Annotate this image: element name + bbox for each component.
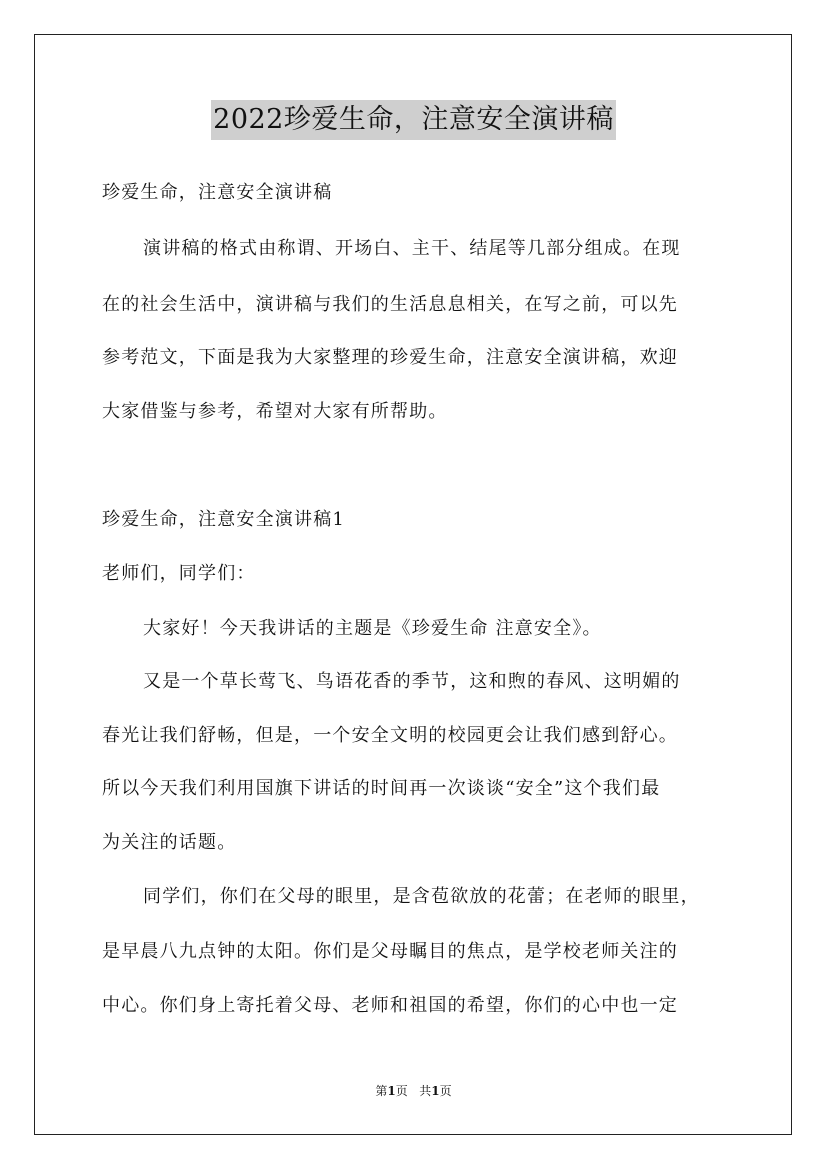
- intro-line-4: 大家借鉴与参考，希望对大家有所帮助。: [102, 401, 448, 422]
- body-line-7: 是早晨八九点钟的太阳。你们是父母瞩目的焦点，是学校老师关注的: [102, 941, 678, 962]
- section-heading: 珍爱生命，注意安全演讲稿1: [102, 509, 346, 530]
- footer-page-prefix: 第: [375, 1084, 388, 1098]
- body-line-6: 同学们，你们在父母的眼里，是含苞欲放的花蕾；在老师的眼里，: [143, 886, 700, 907]
- body-line-2: 又是一个草长莺飞、鸟语花香的季节，这和煦的春风、这明媚的: [143, 671, 681, 692]
- footer-page-number: 1: [387, 1084, 396, 1098]
- body-line-4: 所以今天我们利用国旗下讲话的时间再一次谈谈“安全”这个我们最: [102, 778, 661, 799]
- body-line-8: 中心。你们身上寄托着父母、老师和祖国的希望，你们的心中也一定: [102, 995, 678, 1016]
- intro-line-2: 在的社会生活中，演讲稿与我们的生活息息相关，在写之前，可以先: [102, 294, 678, 315]
- intro-line-1: 演讲稿的格式由称谓、开场白、主干、结尾等几部分组成。在现: [143, 238, 681, 259]
- document-subtitle: 珍爱生命，注意安全演讲稿: [102, 182, 333, 203]
- salutation: 老师们，同学们：: [102, 563, 256, 584]
- title-container: [0, 100, 827, 140]
- body-line-5: 为关注的话题。: [102, 832, 237, 853]
- footer-total-suffix: 页: [439, 1084, 452, 1098]
- body-line-3: 春光让我们舒畅，但是，一个安全文明的校园更会让我们感到舒心。: [102, 725, 678, 746]
- footer-total-number: 1: [431, 1084, 440, 1098]
- footer-total-prefix: 共: [419, 1084, 432, 1098]
- document-title: 2022珍爱生命，注意安全演讲稿: [211, 100, 616, 140]
- intro-line-3: 参考范文，下面是我为大家整理的珍爱生命，注意安全演讲稿，欢迎: [102, 347, 678, 368]
- footer-page-suffix: 页: [395, 1084, 408, 1098]
- page-footer: [0, 1083, 827, 1099]
- body-line-1: 大家好！今天我讲话的主题是《珍爱生命 注意安全》。: [143, 618, 602, 639]
